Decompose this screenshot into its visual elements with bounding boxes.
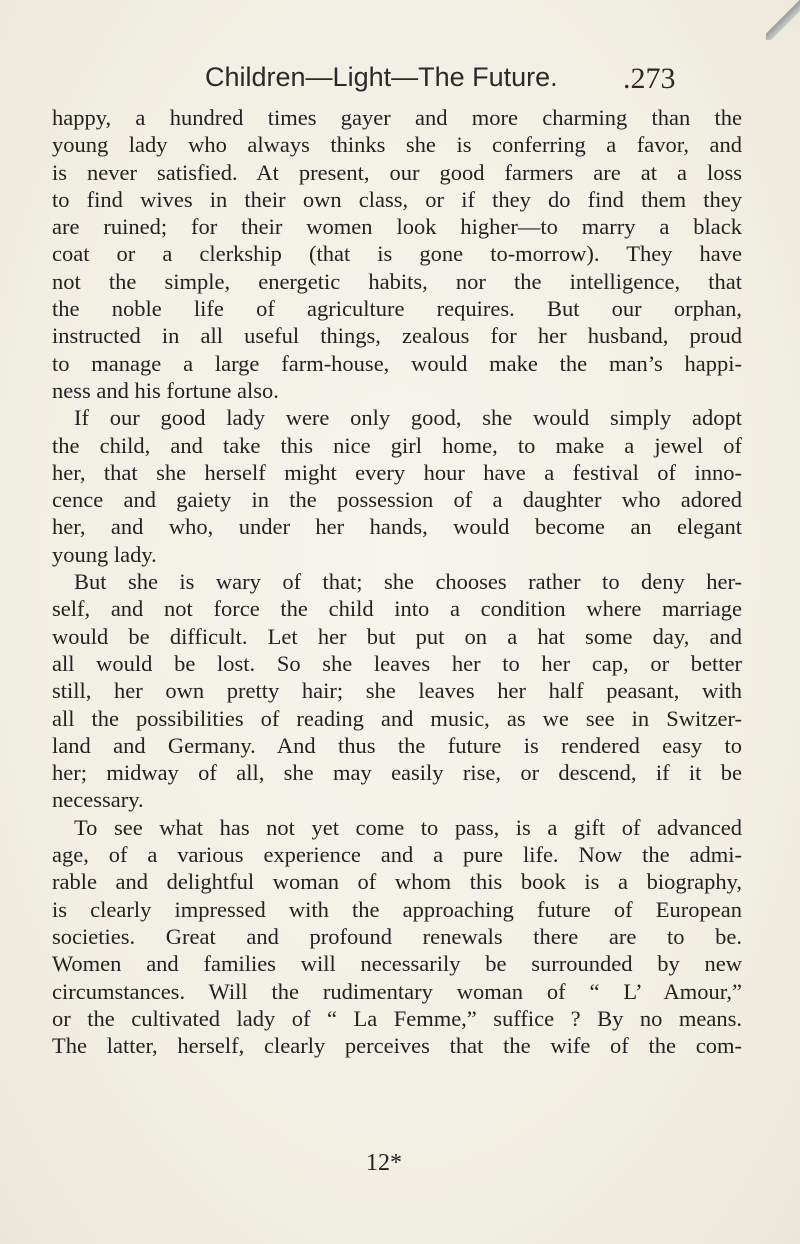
text-line: ness and his fortune also. <box>52 377 279 403</box>
text-line: to find wives in their own class, or if they do find them they <box>52 186 742 212</box>
body-text <box>52 104 742 1059</box>
text-line: her, and who, under her hands, would become an elegant <box>52 514 742 540</box>
text-line: land and Germany. And thus the future is rendered easy to <box>52 732 742 758</box>
text-line: is never satisfied. At present, our good farmers are at a loss <box>52 159 742 185</box>
text-line: is clearly impressed with the approaching future of European <box>52 896 742 922</box>
text-line: To see what has not yet come to pass, is a gift of advanced <box>74 814 742 840</box>
text-line: rable and delightful woman of whom this book is a biography, <box>52 869 742 895</box>
text-line: the child, and take this nice girl home, to make a jewel of <box>52 432 742 458</box>
text-line: But she is wary of that; she chooses rather to deny her- <box>74 569 742 595</box>
text-line: circumstances. Will the rudimentary woman of “ L’ Amour,” <box>52 978 742 1004</box>
running-title: Children—Light—The Future. <box>205 62 558 92</box>
text-line: her; midway of all, she may easily rise, or descend, if it be <box>52 760 742 786</box>
text-line: Women and families will necessarily be surrounded by new <box>52 951 742 977</box>
text-fragment: If our good lady were only good, she would simply adopt <box>74 405 742 431</box>
text-line <box>52 404 742 431</box>
text-line: would be difficult. Let her but put on a hat some day, and <box>52 623 742 649</box>
text-line: still, her own pretty hair; she leaves her half peasant, with <box>52 678 742 704</box>
page-number: .273 <box>623 62 676 95</box>
text-line: instructed in all useful things, zealous for her husband, proud <box>52 323 742 349</box>
text-line: happy, a hundred times gayer and more charming than the <box>52 105 742 130</box>
text-line: self, and not force the child into a condition where marriage <box>52 596 742 622</box>
text-line: age, of a various experience and a pure life. Now the admi- <box>52 842 742 868</box>
text-line: are ruined; for their women look higher—to marry a black <box>52 214 742 240</box>
text-line: necessary. <box>52 787 144 813</box>
text-line: all would be lost. So she leaves her to her cap, or better <box>52 650 742 676</box>
text-line: young lady who always thinks she is conferring a favor, and <box>52 132 742 158</box>
text-line: cence and gaiety in the possession of a daughter who adored <box>52 487 742 513</box>
text-line: young lady. <box>52 541 157 567</box>
scan-corner-edge <box>766 0 800 40</box>
text-line: societies. Great and profound renewals there are to be. <box>52 923 742 949</box>
text-line: The latter, herself, clearly perceives that the wife of the com- <box>52 1033 742 1059</box>
text-line: or the cultivated lady of “ La Femme,” suffice ? By no means. <box>52 1005 742 1031</box>
text-line: to manage a large farm-house, would make the man’s happi- <box>52 350 742 376</box>
text-line: the noble life of agriculture requires. But our orphan, <box>52 296 742 322</box>
page-header <box>205 62 676 95</box>
text-line: not the simple, energetic habits, nor the intelligence, that <box>52 268 742 294</box>
text-line: her, that she herself might every hour have a festival of inno- <box>52 459 742 485</box>
text-line: all the possibilities of reading and music, as we see in Switzer- <box>52 705 742 731</box>
signature-mark: 12* <box>366 1150 402 1176</box>
text-line: coat or a clerkship (that is gone to-morrow). They have <box>52 241 742 267</box>
